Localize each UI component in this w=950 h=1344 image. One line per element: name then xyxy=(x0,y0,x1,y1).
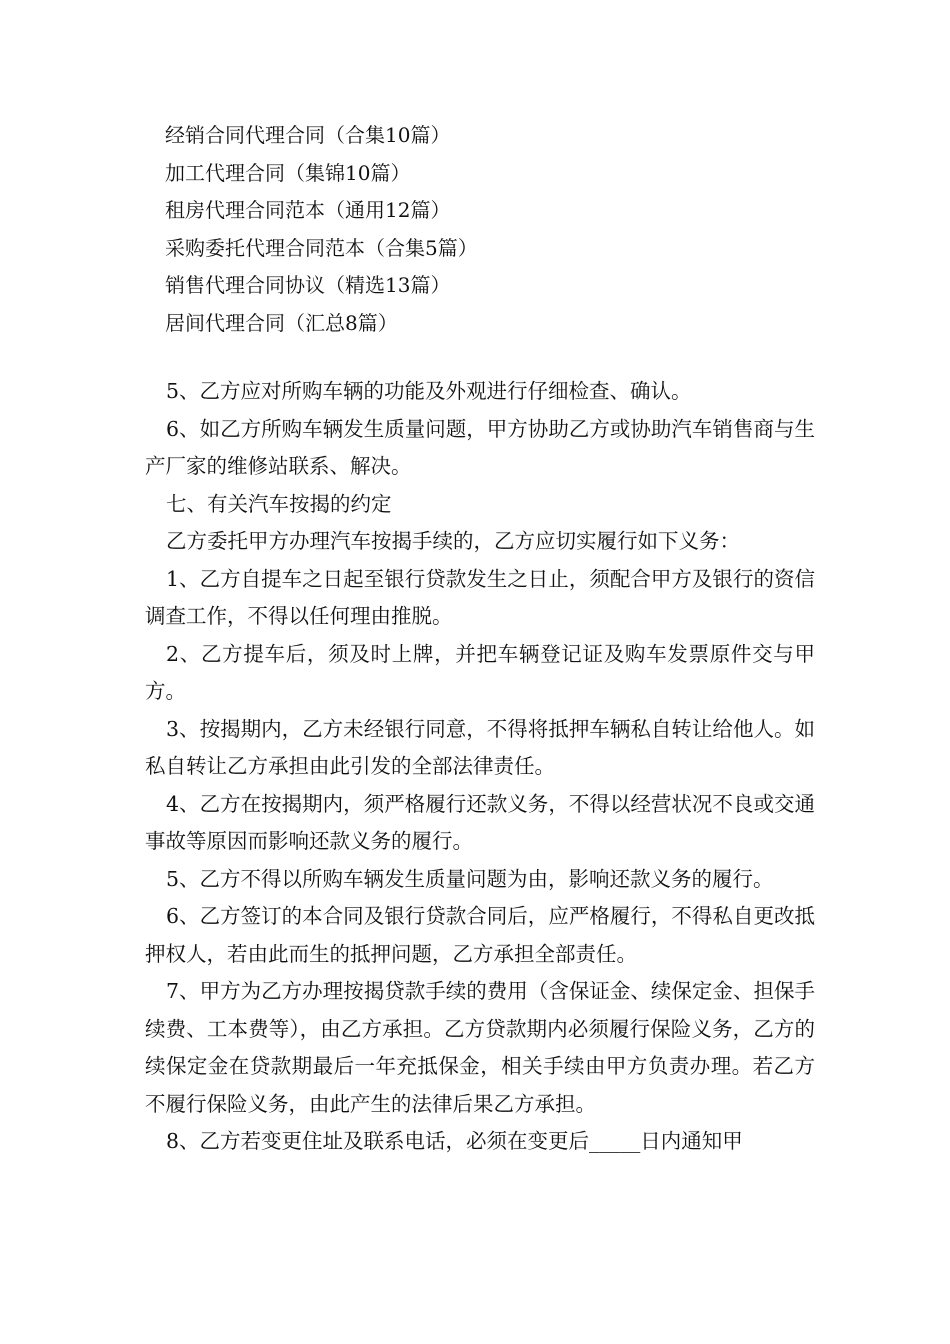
clause-paragraph: 2、乙方提车后，须及时上牌，并把车辆登记证及购车发票原件交与甲方。 xyxy=(145,641,815,703)
clause-paragraph: 1、乙方自提车之日起至银行贷款发生之日止，须配合甲方及银行的资信调查工作，不得以任何理由推脱。 xyxy=(145,566,815,628)
clause-paragraph: 6、如乙方所购车辆发生质量问题，甲方协助乙方或协助汽车销售商与生产厂家的维修站联系、解决。 xyxy=(145,416,815,478)
list-item[interactable]: 居间代理合同（汇总8篇） xyxy=(165,310,398,335)
section-heading: 七、有关汽车按揭的约定 xyxy=(166,491,392,516)
list-item[interactable]: 销售代理合同协议（精选13篇） xyxy=(165,273,451,297)
list-item[interactable]: 租房代理合同范本（通用12篇） xyxy=(165,198,451,222)
related-contracts-list xyxy=(165,117,805,342)
clause-paragraph: 6、乙方签订的本合同及银行贷款合同后，应严格履行，不得私自更改抵押权人，若由此而生的抵押问题，乙方承担全部责任。 xyxy=(145,904,815,966)
clause-paragraph: 乙方委托甲方办理汽车按揭手续的，乙方应切实履行如下义务： xyxy=(166,529,740,553)
clause-paragraph: 5、乙方应对所购车辆的功能及外观进行仔细检查、确认。 xyxy=(166,379,692,403)
clause-paragraph: 4、乙方在按揭期内，须严格履行还款义务，不得以经营状况不良或交通事故等原因而影响还款义务的履行。 xyxy=(145,791,815,853)
list-item[interactable]: 采购委托代理合同范本（合集5篇） xyxy=(165,235,478,260)
list-item[interactable]: 加工代理合同（集锦10篇） xyxy=(165,160,411,185)
clause-paragraph: 7、甲方为乙方办理按揭贷款手续的费用（含保证金、续保定金、担保手续费、工本费等），由乙方承担。乙方贷款期内必须履行保险义务，乙方的续保定金在贷款期最后一年充抵保金，相关手续由甲方负责办理。若乙方不履行保险义务，由此产生的法律后果乙方承担。 xyxy=(145,979,815,1116)
list-item[interactable]: 经销合同代理合同（合集10篇） xyxy=(165,123,451,147)
clause-paragraph: 8、乙方若变更住址及联系电话，必须在变更后_____日内通知甲 xyxy=(166,1129,743,1153)
contract-body xyxy=(145,373,815,1161)
clause-paragraph: 3、按揭期内，乙方未经银行同意，不得将抵押车辆私自转让给他人。如私自转让乙方承担由此引发的全部法律责任。 xyxy=(145,716,815,778)
clause-paragraph: 5、乙方不得以所购车辆发生质量问题为由，影响还款义务的履行。 xyxy=(166,866,774,891)
